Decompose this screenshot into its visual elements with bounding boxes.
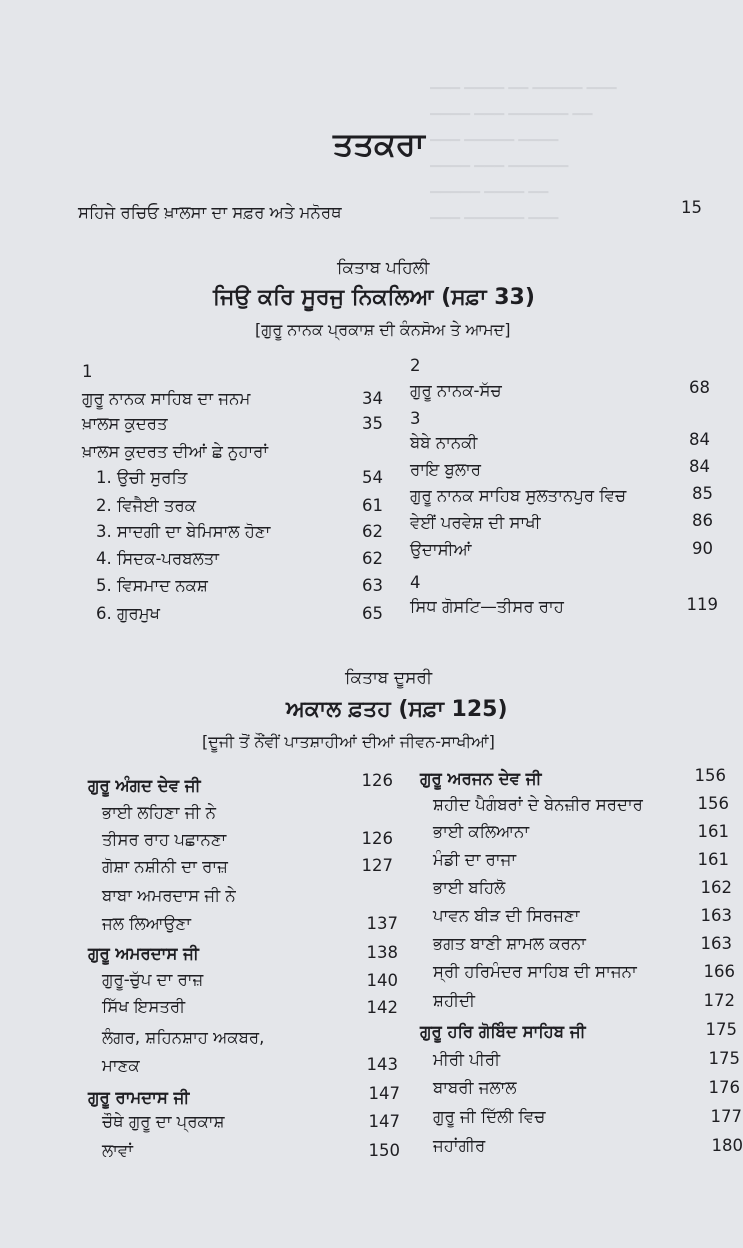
list-item: ਸ੍ਰੀ ਹਰਿਮੰਦਰ ਸਾਹਿਬ ਦੀ ਸਾਜਨਾ [433, 962, 637, 981]
list-item: ਖ਼ਾਲਸ ਕੁਦਰਤ [82, 414, 168, 433]
list-item: ਭਾਈ ਕਲਿਆਨਾ [433, 822, 530, 841]
list-item-page: 86 [692, 511, 713, 530]
list-item: ਗੁਰੂ ਨਾਨਕ ਸਾਹਿਬ ਸੁਲਤਾਨਪੁਰ ਵਿਚ [410, 486, 627, 505]
list-item: ਸ਼ਹੀਦ ਪੈਗੰਬਰਾਂ ਦੇ ਬੇਨਜ਼ੀਰ ਸਰਦਾਰ [433, 795, 643, 814]
list-item-page: 180 [711, 1136, 743, 1155]
list-item: ਮਾਣਕ [102, 1056, 140, 1075]
list-item: ਗੁਰੂ ਨਾਨਕ ਸਾਹਿਬ ਦਾ ਜਨਮ [82, 389, 251, 408]
list-item-page: 84 [689, 430, 710, 449]
bleed-through-text: ▁▁▁ ▁▁▁▁ ▁▁ ▁▁▁▁▁ ▁▁▁ ▁▁▁▁ ▁▁▁ ▁▁▁▁▁▁ ▁▁ ▁▁▁ ▁▁▁▁▁ ▁▁▁▁ ▁▁▁▁ ▁▁▁ ▁▁▁▁▁▁ ▁▁▁▁▁ ▁▁▁▁ ▁▁ ▁▁▁ ▁▁▁▁▁▁ ▁▁▁ [430, 75, 617, 220]
list-item-page: 175 [708, 1049, 740, 1068]
list-item-page: 163 [700, 906, 732, 925]
list-item: ਲਾਵਾਂ [102, 1141, 133, 1160]
book2-name: ਅਕਾਲ ਫ਼ਤਹ (ਸਫ਼ਾ 125) [286, 697, 508, 722]
list-item: ਸਿਧ ਗੋਸਟਿ—ਤੀਸਰ ਰਾਹ [410, 597, 564, 616]
list-item-page: 127 [361, 856, 393, 875]
list-item: 5. ਵਿਸਮਾਦ ਨਕਸ਼ [96, 576, 208, 595]
list-item-page: 176 [708, 1078, 740, 1097]
list-item: ਗੁਰੂ ਜੀ ਦਿੱਲੀ ਵਿਚ [433, 1107, 546, 1126]
list-item: ਗੁਰੂ-ਚੁੱਪ ਦਾ ਰਾਜ਼ [102, 970, 204, 989]
list-item: ਲੰਗਰ, ਸ਼ਹਿਨਸ਼ਾਹ ਅਕਬਰ, [102, 1028, 265, 1047]
list-item: ਸ਼ਹੀਦੀ [433, 991, 475, 1010]
list-item-page: 61 [362, 496, 383, 515]
list-item: ਗੁਰੂ ਅਮਰਦਾਸ ਜੀ [88, 944, 199, 963]
list-item-page: 166 [703, 962, 735, 981]
list-item-page: 162 [700, 878, 732, 897]
list-item: ਗੁਰੂ ਰਾਮਦਾਸ ਜੀ [88, 1088, 190, 1107]
list-item-page: 156 [694, 766, 726, 785]
list-item-page: 177 [710, 1107, 742, 1126]
list-item: 1 [82, 362, 93, 381]
list-item: ਗੁਰੂ ਹਰਿ ਗੋਬਿੰਦ ਸਾਹਿਬ ਜੀ [420, 1022, 586, 1041]
list-item-page: 138 [366, 943, 398, 962]
list-item-page: 172 [703, 991, 735, 1010]
list-item-page: 34 [362, 389, 383, 408]
list-item: ਬਾਬਾ ਅਮਰਦਾਸ ਜੀ ਨੇ [102, 886, 236, 905]
list-item: ਬੇਬੇ ਨਾਨਕੀ [410, 433, 478, 452]
list-item-page: 142 [366, 998, 398, 1017]
list-item: ਗੋਸ਼ਾ ਨਸ਼ੀਨੀ ਦਾ ਰਾਜ਼ [102, 857, 228, 876]
list-item-page: 65 [362, 604, 383, 623]
list-item: 1. ਉਚੀ ਸੁਰਤਿ [96, 468, 188, 487]
list-item: ਵੇਈਂ ਪਰਵੇਸ਼ ਦੀ ਸਾਖੀ [410, 513, 541, 532]
list-item: ਭਾਈ ਬਹਿਲੋ [433, 878, 506, 897]
list-item: ਭਗਤ ਬਾਣੀ ਸ਼ਾਮਲ ਕਰਨਾ [433, 934, 586, 953]
list-item-page: 147 [368, 1084, 400, 1103]
list-item: ਤੀਸਰ ਰਾਹ ਪਛਾਨਣਾ [102, 830, 227, 849]
book2-label: ਕਿਤਾਬ ਦੂਸਰੀ [345, 668, 433, 688]
book2-subtitle: [ਦੂਜੀ ਤੋਂ ਨੌਂਵੀਂ ਪਾਤਸ਼ਾਹੀਆਂ ਦੀਆਂ ਜੀਵਨ-ਸਾਖੀਆਂ] [202, 732, 495, 751]
list-item: ਗੁਰੂ ਅਰਜਨ ਦੇਵ ਜੀ [420, 769, 542, 788]
list-item: ਸਿੱਖ ਇਸਤਰੀ [102, 997, 186, 1016]
list-item: ਖ਼ਾਲਸ ਕੁਦਰਤ ਦੀਆਂ ਛੇ ਨੁਹਾਰਾਂ [82, 442, 269, 461]
list-item-page: 126 [361, 771, 393, 790]
list-item: ਪਾਵਨ ਬੀੜ ਦੀ ਸਿਰਜਣਾ [433, 906, 580, 925]
list-item-page: 147 [368, 1112, 400, 1131]
list-item: 4 [410, 573, 421, 592]
list-item: ਜਲ ਲਿਆਉਣਾ [102, 914, 191, 933]
list-item-page: 63 [362, 576, 383, 595]
list-item-page: 90 [692, 539, 713, 558]
list-item: ਗੁਰੂ ਨਾਨਕ-ਸੱਚ [410, 381, 502, 400]
list-item-page: 84 [689, 457, 710, 476]
list-item: ਰਾਇ ਬੁਲਾਰ [410, 460, 481, 479]
list-item-page: 143 [366, 1055, 398, 1074]
list-item: ਭਾਈ ਲਹਿਣਾ ਜੀ ਨੇ [102, 803, 216, 822]
list-item-page: 140 [366, 971, 398, 990]
list-item-page: 62 [362, 522, 383, 541]
list-item: ਮੰਡੀ ਦਾ ਰਾਜਾ [433, 850, 517, 869]
list-item-page: 119 [686, 595, 718, 614]
list-item-page: 62 [362, 549, 383, 568]
list-item: ਚੌਥੇ ਗੁਰੂ ਦਾ ਪ੍ਰਕਾਸ਼ [102, 1112, 225, 1131]
intro-page: 15 [681, 198, 702, 217]
list-item: ਗੁਰੂ ਅੰਗਦ ਦੇਵ ਜੀ [88, 776, 201, 795]
list-item-page: 163 [700, 934, 732, 953]
book1-name: ਜਿਉ ਕਰਿ ਸੂਰਜੁ ਨਿਕਲਿਆ (ਸਫ਼ਾ 33) [213, 285, 535, 310]
list-item-page: 54 [362, 468, 383, 487]
list-item: ਮੀਰੀ ਪੀਰੀ [433, 1050, 501, 1069]
list-item-page: 156 [697, 794, 729, 813]
list-item: 3 [410, 409, 421, 428]
intro-entry: ਸਹਿਜੇ ਰਚਿਓ ਖ਼ਾਲਸਾ ਦਾ ਸਫ਼ਰ ਅਤੇ ਮਨੋਰਥ [78, 203, 342, 222]
list-item-page: 137 [366, 914, 398, 933]
list-item: 6. ਗੁਰਮੁਖ [96, 604, 161, 623]
list-item-page: 161 [697, 822, 729, 841]
book1-label: ਕਿਤਾਬ ਪਹਿਲੀ [337, 258, 430, 278]
list-item-page: 150 [368, 1141, 400, 1160]
list-item: ਜਹਾਂਗੀਰ [433, 1136, 486, 1155]
list-item: 2. ਵਿਜੈਈ ਤਰਕ [96, 496, 197, 515]
list-item: ਬਾਬਰੀ ਜਲਾਲ [433, 1078, 517, 1097]
list-item: ਉਦਾਸੀਆਂ [410, 540, 472, 559]
list-item: 3. ਸਾਦਗੀ ਦਾ ਬੇਮਿਸਾਲ ਹੋਣਾ [96, 522, 271, 541]
list-item: 4. ਸਿਦਕ-ਪਰਬਲਤਾ [96, 549, 220, 568]
list-item-page: 68 [689, 378, 710, 397]
list-item-page: 85 [692, 484, 713, 503]
page-title: ਤਤਕਰਾ [333, 125, 425, 163]
list-item-page: 35 [362, 414, 383, 433]
book1-subtitle: [ਗੁਰੂ ਨਾਨਕ ਪ੍ਰਕਾਸ਼ ਦੀ ਕੰਨਸੋਅ ਤੇ ਆਮਦ] [255, 320, 511, 339]
list-item-page: 175 [705, 1020, 737, 1039]
list-item-page: 126 [361, 829, 393, 848]
list-item-page: 161 [697, 850, 729, 869]
list-item: 2 [410, 356, 421, 375]
